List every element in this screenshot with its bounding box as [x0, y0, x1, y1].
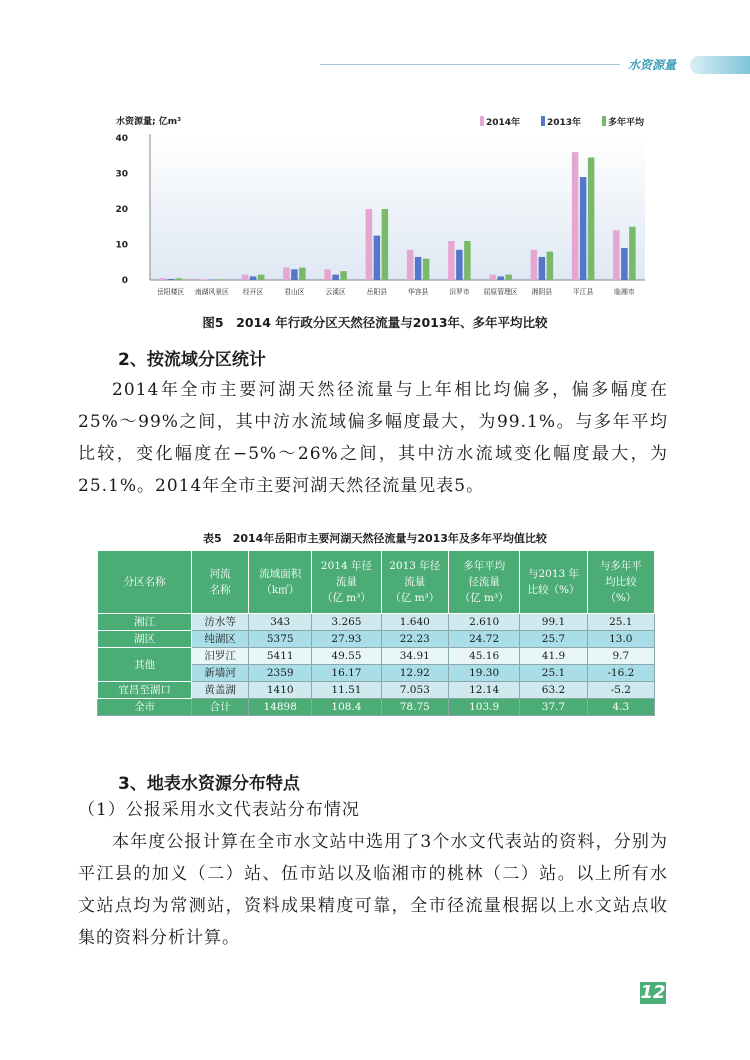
x-tick-label: 云溪区: [325, 288, 346, 296]
bar: [299, 268, 306, 280]
x-tick-label: 君山区: [284, 288, 305, 296]
table-cell: 343: [249, 614, 312, 631]
x-tick-label: 湘阴县: [531, 288, 553, 296]
table-total-row: [98, 699, 655, 716]
bar: [456, 250, 463, 280]
bar: [201, 279, 208, 280]
bar: [547, 252, 554, 280]
table-caption: 表5 2014年岳阳市主要河湖天然径流量与2013年及多年平均值比较: [203, 532, 547, 545]
legend-label: 2013年: [547, 118, 582, 128]
bar: [505, 275, 512, 280]
figure-caption: 图5 2014 年行政分区天然径流量与2013年、多年平均比较: [202, 315, 548, 330]
bar: [621, 248, 628, 280]
table-cell: 19.30: [448, 665, 519, 682]
bar: [423, 259, 430, 280]
page-number: 12: [640, 982, 666, 1003]
table-cell: 27.93: [312, 631, 381, 648]
table-cell: 12.14: [448, 682, 519, 699]
table-header-cell: 与多年平 均比较 （%）: [587, 551, 654, 614]
chart-svg: [100, 110, 660, 310]
bar: [250, 276, 257, 280]
section2-heading: 2、按流域分区统计: [118, 350, 266, 370]
section3-body: [78, 794, 668, 954]
bar: [258, 275, 265, 280]
data-table: [97, 550, 655, 716]
table-cell: 34.91: [381, 648, 448, 665]
header-rule: [320, 64, 620, 65]
bar: [217, 279, 224, 280]
table-header-cell: 多年平均 径流量 （亿 m³）: [448, 551, 519, 614]
table-cell: 13.0: [587, 631, 654, 648]
bar: [588, 158, 595, 280]
bar: [242, 275, 249, 280]
table-cell: 5375: [249, 631, 312, 648]
table-cell: 5411: [249, 648, 312, 665]
y-axis-label: 水资源量; 亿m³: [116, 117, 182, 127]
region-cell: 湘江: [98, 614, 192, 631]
table-cell: 14898: [249, 699, 312, 716]
x-tick-label: 临湘市: [614, 288, 635, 296]
table-cell: 78.75: [381, 699, 448, 716]
legend-swatch: [541, 116, 545, 126]
bar: [572, 152, 579, 280]
table-cell: 2.610: [448, 614, 519, 631]
x-tick-label: 经开区: [242, 288, 264, 296]
table-cell: 16.17: [312, 665, 381, 682]
table-cell: 新墙河: [192, 665, 249, 682]
table-header-row: [98, 551, 655, 614]
table-cell: 1.640: [381, 614, 448, 631]
table-header-cell: 河流 名称: [192, 551, 249, 614]
bar: [366, 209, 373, 280]
legend-swatch: [602, 116, 606, 126]
y-tick-label: 30: [115, 169, 128, 180]
bar: [415, 257, 422, 280]
legend-swatch: [480, 116, 484, 126]
bar: [629, 227, 636, 280]
table-row: [98, 631, 655, 648]
table-cell: 108.4: [312, 699, 381, 716]
y-tick-label: 0: [121, 276, 128, 286]
table-cell: 22.23: [381, 631, 448, 648]
table-cell: 汨罗江: [192, 648, 249, 665]
table-cell: 纯湖区: [192, 631, 249, 648]
region-cell: 宜昌至湖口: [98, 682, 192, 699]
bar: [539, 257, 546, 280]
table-cell: -5.2: [587, 682, 654, 699]
table-cell: 2359: [249, 665, 312, 682]
table-cell: 37.7: [520, 699, 587, 716]
section3-heading: 3、地表水资源分布特点: [118, 774, 300, 794]
table-cell: 49.55: [312, 648, 381, 665]
region-cell: 湖区: [98, 631, 192, 648]
bar: [489, 275, 496, 280]
bar: [448, 241, 455, 280]
bar: [332, 275, 339, 280]
table-cell: 12.92: [381, 665, 448, 682]
table-header-cell: 2013 年径 流量 （亿 m³）: [381, 551, 448, 614]
bar-chart: [100, 110, 660, 310]
legend-label: 2014年: [486, 118, 521, 128]
y-tick-label: 40: [115, 134, 128, 144]
bar: [283, 268, 290, 280]
bar: [340, 271, 347, 280]
table-row: [98, 648, 655, 665]
bar: [580, 177, 587, 280]
table-header-cell: 流域面积 （k㎡）: [249, 551, 312, 614]
x-tick-label: 汨罗市: [449, 288, 470, 296]
x-tick-label: 岳阳县: [366, 288, 388, 296]
table-cell: 1410: [249, 682, 312, 699]
bar: [531, 250, 538, 280]
table-cell: 合计: [192, 699, 249, 716]
table-cell: 25.7: [520, 631, 587, 648]
header-decoration: [690, 56, 750, 74]
table-header-cell: 与2013 年 比较（%）: [520, 551, 587, 614]
table-cell: 41.9: [520, 648, 587, 665]
table-row: [98, 682, 655, 699]
bar: [613, 230, 620, 280]
bar: [497, 276, 504, 280]
table-cell: 11.51: [312, 682, 381, 699]
table-cell: 9.7: [587, 648, 654, 665]
y-tick-label: 10: [115, 240, 128, 251]
table-row: [98, 614, 655, 631]
bar: [291, 269, 298, 280]
x-tick-label: 华容县: [407, 288, 429, 296]
bar: [159, 278, 166, 280]
x-tick-label: 南湖风景区: [194, 288, 229, 296]
table-cell: -16.2: [587, 665, 654, 682]
table-cell: 25.1: [587, 614, 654, 631]
table-cell: 汸水等: [192, 614, 249, 631]
section3-subheading: （1）公报采用水文代表站分布情况: [78, 800, 360, 820]
table-cell: 63.2: [520, 682, 587, 699]
x-tick-label: 屈原管理区: [483, 288, 518, 296]
bar: [209, 280, 216, 281]
region-cell: 其他: [98, 648, 192, 682]
region-cell: 全市: [98, 699, 192, 716]
section3-text: 本年度公报计算在全市水文站中选用了3个水文代表站的资料，分别为平江县的加义（二）站、伍市站以及临湘市的桃林（二）站。以上所有水文站点均为常测站，资料成果精度可靠，全市径流量根据以上水文站点收集的资料分析计算。: [78, 832, 668, 948]
x-tick-label: 岳阳楼区: [157, 288, 185, 296]
table-cell: 25.1: [520, 665, 587, 682]
table-cell: 黄盖湖: [192, 682, 249, 699]
bar: [374, 236, 381, 280]
table-header-cell: 分区名称: [98, 551, 192, 614]
section2-paragraph: [78, 374, 668, 502]
section2-text: 2014年全市主要河湖天然径流量与上年相比均偏多，偏多幅度在25%～99%之间，其中汸水流域偏多幅度最大，为99.1%。与多年平均比较，变化幅度在−5%～26%之间，其中汸水流域变化幅度最大，为25.1%。2014年全市主要河湖天然径流量见表5。: [78, 380, 668, 496]
table-cell: 99.1: [520, 614, 587, 631]
bar: [324, 269, 331, 280]
bar: [407, 250, 414, 280]
table-header-cell: 2014 年径 流量 （亿 m³）: [312, 551, 381, 614]
legend-label: 多年平均: [608, 118, 645, 128]
bar: [175, 278, 182, 280]
table-cell: 103.9: [448, 699, 519, 716]
y-tick-label: 20: [115, 205, 128, 215]
table-cell: 45.16: [448, 648, 519, 665]
bar: [464, 241, 471, 280]
table-cell: 24.72: [448, 631, 519, 648]
plot-area: [150, 134, 645, 280]
table-cell: 3.265: [312, 614, 381, 631]
bar: [167, 279, 174, 280]
table-cell: 7.053: [381, 682, 448, 699]
x-tick-label: 平江县: [572, 288, 594, 296]
running-header: 水资源量: [628, 58, 677, 72]
bar: [382, 209, 389, 280]
table-cell: 4.3: [587, 699, 654, 716]
